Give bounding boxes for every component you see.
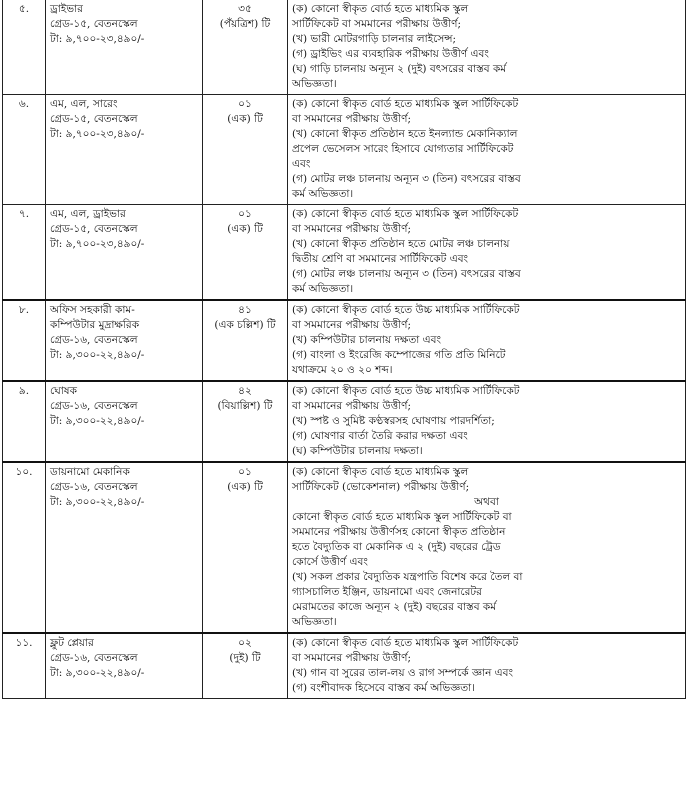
post-name-grade-scale: [46, 205, 203, 301]
qualification-line: (খ) গান বা সুরের তাল-লয় ও রাগ সম্পর্কে জ্ঞান এবং: [292, 667, 514, 679]
serial-number: ৯.: [3, 381, 46, 462]
qualification-line: দ্বিতীয় শ্রেণি বা সমমানের সার্টিফিকেট এবং: [292, 253, 469, 265]
post-name-grade-scale: [46, 633, 203, 699]
post-line: গ্রেড-১৬, বেতনস্কেল: [50, 652, 138, 664]
post-name-grade-scale: [46, 381, 203, 462]
vacancy-count-line: (এক) টি: [227, 481, 263, 493]
vacancy-count: [203, 381, 288, 462]
post-line: গ্রেড-১৫, বেতনস্কেল: [50, 113, 138, 125]
qualification-line: সার্টিফিকেট (ভোকেশনাল) পরীক্ষায় উত্তীর্ণ;: [292, 481, 470, 493]
qualification-line: (গ) বংশীবাদক হিসেবে বাস্তব কর্ম অভিজ্ঞতা।: [292, 682, 475, 694]
job-row: [3, 381, 686, 462]
vacancy-count-line: ০১: [238, 98, 252, 110]
qualification-line: (খ) সকল প্রকার বৈদ্যুতিক যন্ত্রপাতি বিশেষ করে তৈল বা: [292, 571, 523, 583]
qualification-line: (গ) বাংলা ও ইংরেজি কম্পোজের গতি প্রতি মিনিটে: [292, 349, 506, 361]
vacancy-count-line: ০২: [238, 637, 252, 649]
qualification-line: বা সমমানের পরীক্ষায় উত্তীর্ণ;: [292, 223, 412, 235]
post-name-grade-scale: [46, 300, 203, 381]
qualification-line: (খ) কোনো স্বীকৃত প্রতিষ্ঠান হতে মোটর লঞ্চ চালনায়: [292, 238, 510, 250]
post-line: গ্রেড-১৬, বেতনস্কেল: [50, 481, 138, 493]
qualification-line: কোনো স্বীকৃত বোর্ড হতে মাধ্যমিক স্কুল সার্টিফিকেট বা: [292, 511, 512, 523]
serial-number: ৫.: [3, 0, 46, 95]
vacancy-count-line: (এক) টি: [227, 113, 263, 125]
qualification-line: অভিজ্ঞতা।: [292, 616, 337, 628]
post-line: ঘোষক: [50, 385, 77, 397]
job-row: [3, 0, 686, 95]
qualification-line: (গ) ড্রাইভিং এর ব্যবহারিক পরীক্ষায় উত্তীর্ণ এবং: [292, 48, 489, 60]
vacancy-count-line: (দুই) টি: [229, 652, 261, 664]
post-line: এম, এল, সারেং: [50, 98, 118, 110]
serial-number: ৮.: [3, 300, 46, 381]
qualification-line: (গ) ঘোষণার বার্তা তৈরি করার দক্ষতা এবং: [292, 430, 468, 442]
qualification-line: গ্যাসচালিত ইঞ্জিন, ডায়নামো এবং জেনারেটর: [292, 586, 482, 598]
vacancy-count-line: ৩৫: [238, 3, 252, 15]
serial-number: ১০.: [3, 462, 46, 633]
qualification-line: (ক) কোনো স্বীকৃত বোর্ড হতে মাধ্যমিক স্কুল সার্টিফিকেট: [292, 208, 519, 220]
vacancy-count-line: (এক) টি: [227, 223, 263, 235]
qualification-line: (খ) কোনো স্বীকৃত প্রতিষ্ঠান হতে ইনল্যান্ড মেকানিক্যাল: [292, 128, 518, 140]
vacancy-count: [203, 300, 288, 381]
serial-number: ৭.: [3, 205, 46, 301]
job-row: [3, 462, 686, 633]
qualification-line: (ঘ) কম্পিউটার চালনায় দক্ষতা।: [292, 445, 423, 457]
qualification-details: [288, 381, 686, 462]
post-line: গ্রেড-১৫, বেতনস্কেল: [50, 18, 138, 30]
qualification-line: (ক) কোনো স্বীকৃত বোর্ড হতে মাধ্যমিক স্কুল সার্টিফিকেট: [292, 637, 519, 649]
qualification-line: (গ) মোটর লঞ্চ চালনায় অন্যূন ৩ (তিন) বৎসরের বাস্তব: [292, 173, 521, 185]
vacancy-count: [203, 95, 288, 205]
post-line: টা: ৯,৩০০-২২,৪৯০/-: [50, 415, 145, 427]
qualification-line: সার্টিফিকেট বা সমমানের পরীক্ষায় উত্তীর্ণ;: [292, 18, 462, 30]
vacancy-count-line: ০১: [238, 208, 252, 220]
qualification-line: (ক) কোনো স্বীকৃত বোর্ড হতে মাধ্যমিক স্কুল: [292, 3, 469, 15]
job-row: [3, 205, 686, 301]
qualification-line: বা সমমানের পরীক্ষায় উত্তীর্ণ;: [292, 113, 412, 125]
qualification-line: কোর্সে উত্তীর্ণ এবং: [292, 556, 368, 568]
post-name-grade-scale: [46, 95, 203, 205]
vacancy-count: [203, 0, 288, 95]
post-line: টা: ৯,৭০০-২৩,৪৯০/-: [50, 128, 145, 140]
qualification-line: বা সমমানের পরীক্ষায় উত্তীর্ণ;: [292, 652, 412, 664]
vacancy-count-line: ৪১: [238, 304, 252, 316]
serial-number: ১১.: [3, 633, 46, 699]
qualification-line: (ক) কোনো স্বীকৃত বোর্ড হতে মাধ্যমিক স্কুল: [292, 466, 469, 478]
qualification-line: অথবা: [474, 496, 499, 508]
qualification-line: বা সমমানের পরীক্ষায় উত্তীর্ণ;: [292, 319, 412, 331]
qualification-line: মেরামতের কাজে অন্যূন ২ (দুই) বছরের বাস্তব কর্ম: [292, 601, 497, 613]
post-line: এম, এল, ড্রাইভার: [50, 208, 126, 220]
vacancy-count: [203, 633, 288, 699]
qualification-line: হতে বৈদ্যুতিক বা মেকানিক এ ২ (দুই) বছরের ট্রেড: [292, 541, 501, 553]
qualification-line: যথাক্রমে ২০ ও ২০ শব্দ।: [292, 364, 393, 376]
job-posts-table: [2, 0, 686, 699]
qualification-line: এবং: [292, 158, 311, 170]
qualification-line: (ঘ) গাড়ি চালনায় অন্যূন ২ (দুই) বৎসরের বাস্তব কর্ম: [292, 63, 507, 75]
qualification-details: [288, 0, 686, 95]
qualification-line: প্রপেল ভেসেলস সারেং হিসাবে যোগ্যতার সার্টিফিকেট: [292, 143, 514, 155]
qualification-line: অভিজ্ঞতা।: [292, 78, 337, 90]
qualification-details: [288, 633, 686, 699]
qualification-line: বা সমমানের পরীক্ষায় উত্তীর্ণ;: [292, 400, 412, 412]
qualification-details: [288, 205, 686, 301]
post-line: টা: ৯,৭০০-২৩,৪৯০/-: [50, 238, 145, 250]
post-line: ডায়নামো মেকানিক: [50, 466, 130, 478]
job-row: [3, 633, 686, 699]
qualification-line: (খ) ভারী মোটরগাড়ি চালনার লাইসেন্স;: [292, 33, 457, 45]
job-row: [3, 95, 686, 205]
vacancy-count-line: ০১: [238, 466, 252, 478]
qualification-details: [288, 95, 686, 205]
qualification-line: (ক) কোনো স্বীকৃত বোর্ড হতে উচ্চ মাধ্যমিক সার্টিফিকেট: [292, 304, 520, 316]
vacancy-count-line: ৪২: [238, 385, 252, 397]
post-line: গ্রেড-১৫, বেতনস্কেল: [50, 223, 138, 235]
job-posts-body: [3, 0, 686, 699]
qualification-line: (খ) কম্পিউটার চালনায় দক্ষতা এবং: [292, 334, 442, 346]
post-line: টা: ৯,৩০০-২২,৪৯০/-: [50, 349, 145, 361]
vacancy-count-line: (এক চল্লিশ) টি: [214, 319, 276, 331]
post-name-grade-scale: [46, 462, 203, 633]
qualification-line: (ক) কোনো স্বীকৃত বোর্ড হতে মাধ্যমিক স্কুল সার্টিফিকেট: [292, 98, 519, 110]
post-line: টা: ৯,৭০০-২৩,৪৯০/-: [50, 33, 145, 45]
job-row: [3, 300, 686, 381]
post-line: টা: ৯,৩০০-২২,৪৯০/-: [50, 667, 145, 679]
post-line: গ্রেড-১৬, বেতনস্কেল: [50, 400, 138, 412]
vacancy-count: [203, 205, 288, 301]
post-line: ফ্লুট প্লেয়ার: [50, 637, 94, 649]
qualification-line: কর্ম অভিজ্ঞতা।: [292, 188, 354, 200]
post-line: টা: ৯,৩০০-২২,৪৯০/-: [50, 496, 145, 508]
qualification-line: (ক) কোনো স্বীকৃত বোর্ড হতে উচ্চ মাধ্যমিক সার্টিফিকেট: [292, 385, 520, 397]
post-line: ড্রাইভার: [50, 3, 83, 15]
qualification-details: [288, 462, 686, 633]
vacancy-count-line: (বিয়াল্লিশ) টি: [217, 400, 273, 412]
qualification-line: সমমানের পরীক্ষায় উত্তীর্ণসহ কোনো স্বীকৃত প্রতিষ্ঠান: [292, 526, 506, 538]
qualification-line: (গ) মোটর লঞ্চ চালনায় অন্যূন ৩ (তিন) বৎসরের বাস্তব: [292, 268, 521, 280]
vacancy-count: [203, 462, 288, 633]
vacancy-count-line: (পঁয়ত্রিশ) টি: [219, 18, 271, 30]
qualification-details: [288, 300, 686, 381]
qualification-line: (খ) স্পষ্ট ও সুমিষ্ট কণ্ঠস্বরসহ ঘোষণায় পারদর্শিতা;: [292, 415, 495, 427]
qualification-line: কর্ম অভিজ্ঞতা।: [292, 283, 354, 295]
post-line: অফিস সহকারী কাম-: [50, 304, 135, 316]
post-name-grade-scale: [46, 0, 203, 95]
post-line: গ্রেড-১৬, বেতনস্কেল: [50, 334, 138, 346]
serial-number: ৬.: [3, 95, 46, 205]
post-line: কম্পিউটার মুদ্রাক্ষরিক: [50, 319, 140, 331]
